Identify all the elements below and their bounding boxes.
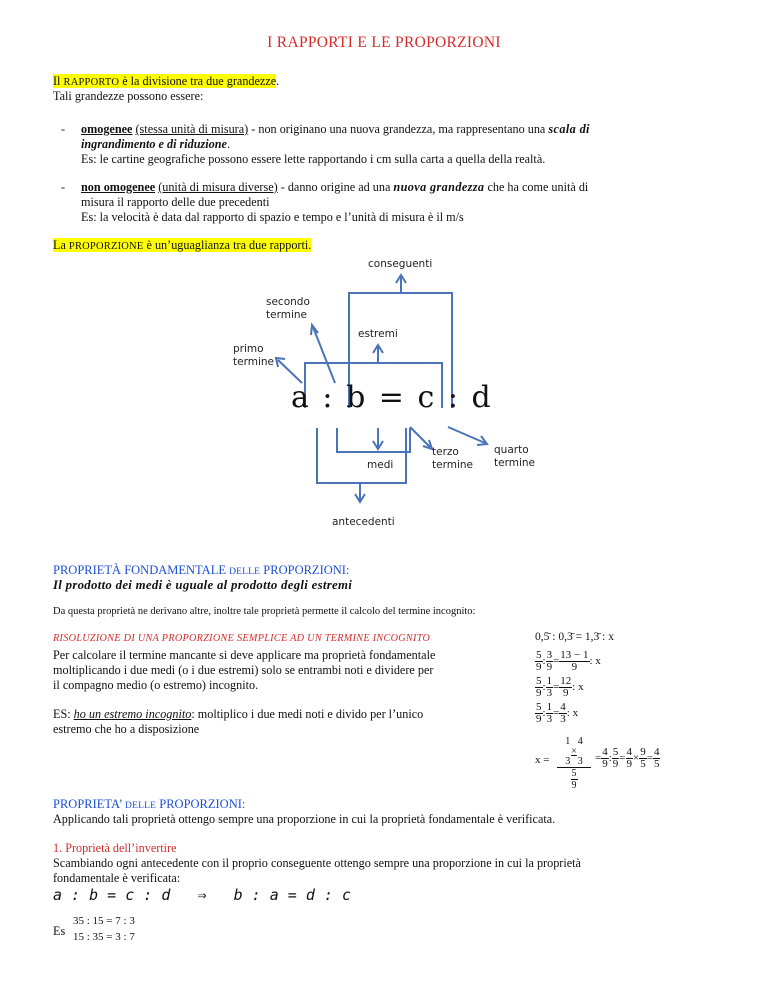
risoluzione-heading: RISOLUZIONE DI UNA PROPORZIONE SEMPLICE AD UN TERMINE INCOGNITO: [53, 633, 431, 644]
label-primo: primo: [233, 343, 264, 355]
math-row-1: 0,5̄ : 0,3̄ = 1,3̄ : x: [535, 631, 615, 643]
page-title: I RAPPORTI E LE PROPORZIONI: [267, 34, 501, 51]
invertire-example-2: 15 : 35 = 3 : 7: [73, 931, 135, 943]
math-row-3: $\frac{5}{9}$ : $\frac{1}{3}$ = $\frac{12}{9}$ : x: [536, 675, 584, 699]
invertire-line-1: Scambiando ogni antecedente con il proprio conseguente ottengo sempre una proporzione in cui la proprietà: [53, 856, 581, 870]
list-item-non-omogenee: non omogenee (unità di misura diverse) - danno origine ad una nuova grandezza che ha come unità di: [81, 180, 589, 194]
rapporto-definition: Il RAPPORTO è la divisione tra due grandezze.: [53, 74, 280, 88]
rapporto-types-intro: Tali grandezze possono essere:: [53, 89, 204, 103]
fondamentale-heading: PROPRIETÀ FONDAMENTALE DELLE PROPORZIONI:: [53, 563, 350, 577]
proportion-equation: a : b = c : d: [291, 380, 493, 415]
label-conseguenti: conseguenti: [368, 258, 433, 270]
proprieta-intro: Applicando tali proprietà ottengo sempre una proporzione in cui la proprietà fondamentale è verificata.: [53, 812, 556, 826]
label-terzo-termine: termine: [432, 459, 473, 471]
math-row-5: x = 1 4 × 3 3 $\frac{5}{9}$ = $\frac{4}{9}$ : $\frac{5}{9}$ = $\frac{4}{9}$ × $\frac{9}{5}$ = $\frac{4}{5}$: [535, 736, 660, 791]
list-item-omogenee: omogenee (stessa unità di misura) - non originano una nuova grandezza, ma rappresentano una scala di: [81, 122, 590, 136]
label-terzo: terzo: [432, 446, 459, 458]
list-item-omogenee-example: Es: le cartine geografiche possono essere lette rapportando i cm sulla carta a quella della realtà.: [81, 152, 546, 166]
invertire-formula: a : b = c : d ⇒ b : a = d : c: [53, 886, 352, 904]
math-row-2: $\frac{5}{9}$ : $\frac{3}{9}$ = $\frac{13 - 1}{9}$ : x: [536, 649, 601, 673]
label-secondo: secondo: [266, 296, 310, 308]
risoluzione-line-1: Per calcolare il termine mancante si deve applicare ma proprietà fondamentale: [53, 648, 436, 662]
label-estremi: estremi: [358, 328, 398, 340]
fondamentale-note: Da questa proprietà ne derivano altre, inoltre tale proprietà permette il calcolo del termine incognito:: [53, 606, 476, 617]
list-item-omogenee-cont: ingrandimento e di riduzione.: [81, 137, 230, 151]
fondamentale-statement: Il prodotto dei medi è uguale al prodotto degli estremi: [53, 578, 353, 592]
antecedenti-bracket: [317, 428, 406, 483]
invertire-line-2: fondamentale è verificata:: [53, 871, 181, 885]
invertire-es-label: Es: [53, 924, 66, 938]
list-item-non-omogenee-example: Es: la velocità è data dal rapporto di spazio e tempo e l’unità di misura è il m/s: [81, 210, 464, 224]
risoluzione-line-3: il compagno medio (o estremo) incognito.: [53, 678, 259, 692]
proprieta-heading: PROPRIETA’ DELLE PROPORZIONI:: [53, 797, 246, 811]
risoluzione-example: ES: ho un estremo incognito: moltiplico i due medi noti e divido per l’unico: [53, 707, 424, 721]
math-row-4: $\frac{5}{9}$ : $\frac{1}{3}$ = $\frac{4}{3}$ : x: [536, 701, 579, 725]
label-primo-termine: termine: [233, 356, 274, 368]
risoluzione-example-cont: estremo che ho a disposizione: [53, 722, 200, 736]
medi-bracket: [337, 428, 410, 452]
list-dash-2: -: [61, 180, 66, 194]
list-item-non-omogenee-cont: misura il rapporto delle due precedenti: [81, 195, 270, 209]
label-antecedenti: antecedenti: [332, 516, 395, 528]
proporzione-definition: La PROPORZIONE è un’uguaglianza tra due rapporti.: [53, 238, 312, 252]
list-dash-1: -: [61, 122, 66, 136]
label-quarto-termine: termine: [494, 457, 535, 469]
label-medi: medi: [367, 459, 394, 471]
invertire-heading: 1. Proprietà dell’invertire: [53, 841, 177, 855]
invertire-example-1: 35 : 15 = 7 : 3: [73, 915, 135, 927]
risoluzione-line-2: moltiplicando i due medi (o i due estremi) solo se entrambi noti e dividere per: [53, 663, 434, 677]
label-quarto: quarto: [494, 444, 529, 456]
label-secondo-termine: termine: [266, 309, 307, 321]
